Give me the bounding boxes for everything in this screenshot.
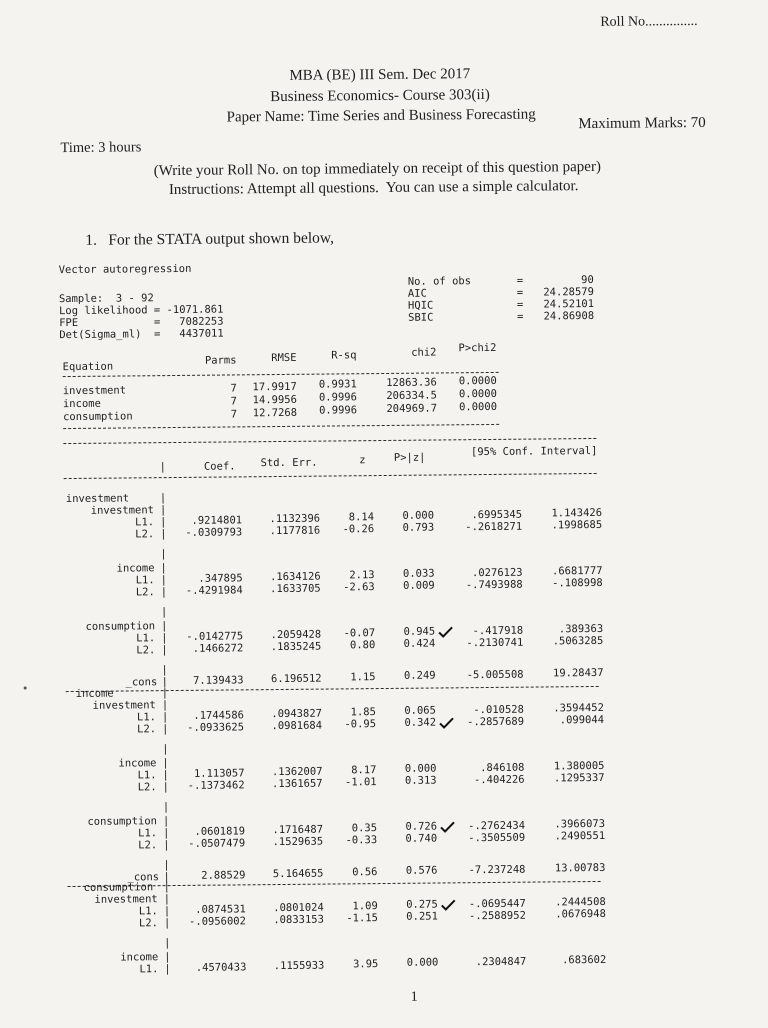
coef-cell: -.3505509 [468,831,526,844]
coef-cell: 8.17 [351,764,377,777]
stat-label: AIC [407,287,427,300]
roll-no: Roll No............... [600,13,698,30]
column-header: R-sq [331,349,357,362]
equation-stat: 0.9996 [319,404,358,418]
coef-cell: -.0507479 [188,837,246,850]
regressor-name: consumption [85,620,156,633]
coef-cell: -.0309793 [185,526,243,540]
stat-value: 24.52101 [543,297,595,311]
coef-cell: .3966073 [554,817,606,830]
column-separator: | [163,905,171,918]
coef-cell: 0.251 [406,910,438,924]
equation-stat: 0.9931 [318,378,357,392]
cons-cell: _cons [127,871,160,884]
column-separator: | [159,461,166,474]
coef-cell: .3594452 [553,701,604,714]
coef-cell: L1. [135,516,155,529]
coef-cell: .0943827 [271,707,322,721]
coef-cell: .1177816 [269,524,321,538]
question-text: For the STATA output shown below, [108,229,335,249]
column-separator: | [161,620,168,633]
column-separator: | [162,723,169,736]
column-header: P>chi2 [458,341,497,355]
column-separator: | [161,644,168,657]
cons-cell: 1.15 [350,671,376,684]
coef-cell: 0.000 [404,762,437,776]
coef-cell: 0.275 [406,898,438,912]
column-separator: | [160,528,167,541]
checkmark-icon [439,717,454,729]
column-separator: | [164,963,171,976]
column-separator: | [164,937,171,950]
coef-cell: .1716487 [272,823,324,837]
coef-cell: 0.000 [402,509,435,523]
column-header: P>|z| [393,451,426,464]
coef-cell: -1.01 [344,776,377,789]
coef-cell: .0981684 [271,719,323,733]
coef-cell: -.4291984 [185,584,243,597]
coef-cell: L2. [138,917,158,930]
coef-cell: -.7493988 [465,578,523,591]
coef-cell: -.108998 [552,576,603,589]
column-separator: | [163,871,170,884]
question-number: 1. [85,231,98,249]
coef-cell: -0.95 [344,718,377,731]
coef-cell: -.2130741 [466,636,524,649]
coef-cell: 1.113057 [193,767,245,780]
column-separator: | [161,664,168,677]
equation-block-title: income [75,687,114,700]
coef-cell: 1.380005 [553,759,605,772]
coef-cell: -0.26 [342,523,375,536]
coef-cell: L2. [135,586,155,599]
regressor-name: income [116,562,155,575]
coef-cell: .9214801 [191,514,243,527]
column-separator: | [160,574,168,587]
regressor-name: income [120,951,159,964]
divider [63,438,596,444]
equation-stat: 206334.5 [386,389,437,403]
column-separator: | [162,769,169,782]
column-separator: | [163,839,170,852]
column-header: RMSE [271,351,297,365]
equation-name: investment [62,384,127,398]
coef-cell: L1. [135,574,155,587]
column-separator: | [162,757,169,770]
equation-stat: 17.9917 [252,380,297,393]
equation-stat: 7 [230,408,238,421]
coef-cell: .0833153 [273,913,324,927]
coef-cell: .4570433 [195,961,247,974]
column-separator: | [159,492,167,505]
column-separator: | [162,815,170,828]
coef-cell: L2. [136,644,156,657]
coef-cell: .1155933 [273,959,325,973]
coef-cell: .1835245 [270,640,322,654]
coef-cell: .0601819 [194,825,246,838]
column-separator: | [163,917,171,930]
column-separator: | [162,743,169,756]
coef-cell: .846108 [480,761,525,774]
equation-stat: 12.7268 [252,406,298,419]
instruction-line-2: Instructions: Attempt all questions. You can use a simple calculator. [168,178,579,199]
column-header: Coef. [203,460,236,473]
cons-cell: 13.00783 [554,861,606,874]
equation-stat: 0.0000 [458,387,497,401]
coef-cell: .1362007 [271,765,323,779]
coef-cell: .2059428 [270,628,322,642]
coef-cell: -.1373462 [187,779,245,792]
column-separator: | [164,951,171,964]
coef-cell: 0.342 [404,716,437,730]
coef-cell: -.2588952 [468,909,526,922]
coef-cell: .5063285 [552,634,604,647]
loglik-line: Log likelihood = -1071.861 [58,303,224,318]
regressor-name: investment [94,893,158,906]
equation-stat: 0.9996 [318,391,357,405]
coef-cell: .1361657 [271,777,323,791]
coef-cell: -.417918 [472,624,524,637]
coef-cell: 0.793 [402,521,435,535]
coef-cell: -.0933625 [187,721,245,734]
coef-cell: .2304847 [475,955,527,968]
coef-cell: .1295337 [553,771,605,784]
coef-cell: L1. [137,769,157,782]
equation-name: income [62,397,101,411]
coef-cell: -.0695447 [468,897,526,910]
coef-cell: 1.143426 [551,506,603,519]
cons-cell: 0.576 [405,864,438,878]
stat-label: HQIC [407,299,434,312]
cons-cell: -7.237248 [468,863,526,876]
coef-cell: -.404226 [473,773,525,786]
coef-cell: 8.14 [348,511,375,524]
column-separator: | [162,801,170,814]
column-separator: | [161,711,169,724]
coef-cell: 1.09 [352,900,378,913]
coef-cell: -0.33 [345,834,378,847]
stat-label: No. of obs [407,275,472,288]
course-title: Business Economics- Course 303(ii) [270,86,490,106]
coef-cell: L2. [138,839,158,852]
stat-equals: = [516,274,524,287]
cons-cell: 19.28437 [552,666,604,679]
coef-cell: L1. [136,711,157,724]
column-separator: | [163,827,170,840]
det-sigma-line: Det(Sigma_ml) = 4437011 [59,327,224,342]
coef-cell: .1634126 [269,570,321,584]
coef-cell: -1.15 [346,912,378,925]
equation-stat: 14.9956 [252,393,297,406]
page-number: 1 [410,989,418,1005]
coef-cell: .2444508 [555,895,606,908]
equation-stat: 7 [230,395,237,408]
equation-block-title: consumption [83,881,154,894]
column-separator: | [161,699,169,712]
column-header: chi2 [411,346,437,359]
coef-cell: .1744586 [193,709,245,722]
column-separator: | [161,676,169,689]
equation-stat: 0.0000 [459,400,498,414]
cons-cell: 0.249 [403,669,436,683]
column-header: z [359,454,366,467]
coef-cell: .0874531 [195,903,246,916]
stat-equals: = [516,286,524,299]
regressor-name: consumption [87,815,158,828]
column-header: Parms [204,354,237,367]
divider [64,473,597,479]
column-header: [95% Conf. Interval] [470,444,598,459]
coef-cell: 0.35 [351,822,378,835]
column-separator: | [163,893,171,906]
coef-cell: L1. [138,827,158,840]
stat-equals: = [517,310,524,323]
coef-cell: L2. [135,528,155,541]
coef-cell: -.2618271 [465,520,523,533]
coef-cell: 0.000 [406,956,439,970]
paper-name: Paper Name: Time Series and Business Forecasting [226,106,536,126]
coef-cell: 0.424 [403,637,436,651]
regressor-name: income [118,757,157,770]
column-separator: | [163,881,170,894]
coef-cell: .1633705 [270,582,321,596]
coef-cell: 0.009 [403,579,435,593]
coef-cell: -2.63 [343,581,375,594]
regressor-name: investment [92,699,156,712]
coef-cell: .0676948 [555,907,606,920]
time-allowed: Time: 3 hours [60,139,142,157]
exam-title: MBA (BE) III Sem. Dec 2017 [289,66,471,84]
coef-cell: .1529635 [272,835,324,849]
equation-block-title: investment [65,492,130,506]
coef-cell: .1132396 [269,512,321,526]
coef-cell: -.2762434 [468,819,526,832]
coef-cell: 0.945 [403,625,436,639]
coef-cell: .347895 [198,572,243,585]
coef-cell: 0.740 [405,832,438,846]
equation-stat: 204969.7 [386,402,438,416]
coef-cell: L2. [137,781,157,794]
column-separator: | [159,504,167,517]
regressor-name: investment [90,504,155,517]
equation-name: consumption [63,410,133,424]
stat-value: 90 [581,273,594,287]
column-separator: | [161,687,169,700]
coef-cell: .1998685 [551,518,603,531]
coef-cell: 2.13 [349,569,375,582]
var-title: Vector autoregression [58,262,192,277]
coef-cell: 0.033 [402,567,435,581]
coef-cell: 0.726 [405,820,438,834]
column-separator: | [160,606,168,619]
cons-cell: -5.005508 [466,668,524,681]
column-separator: | [160,516,167,529]
coef-cell: L1. [139,963,159,976]
coef-cell: L1. [138,905,158,918]
coef-cell: 0.065 [404,704,436,718]
coef-cell: .099044 [559,713,605,726]
column-separator: | [160,562,167,575]
cons-cell: 0.56 [352,866,378,879]
coef-cell: 1.85 [350,706,376,719]
equation-stat: 0.0000 [458,374,497,388]
cons-cell: 2.88529 [201,869,246,882]
stat-equals: = [516,298,524,311]
maximum-marks: Maximum Marks: 70 [578,114,706,133]
column-separator: | [162,781,170,794]
sample-line: Sample: 3 - 92 [58,292,154,306]
coef-cell: .389363 [558,622,604,635]
stray-mark [24,686,27,689]
coef-cell: L2. [137,723,157,736]
coef-cell: .683602 [561,953,607,966]
coef-cell: .2490551 [554,829,606,842]
stat-label: SBIC [408,311,434,324]
coef-cell: .0801024 [273,901,324,915]
coef-cell: -.010528 [473,703,524,716]
column-separator: | [161,632,168,645]
instruction-line-1: (Write your Roll No. on top immediately on receipt of this question paper) [153,158,601,180]
coef-cell: .6995345 [471,508,523,521]
stat-value: 24.28579 [543,285,594,299]
cons-cell: _cons [125,676,158,689]
stat-value: 24.86908 [543,309,595,323]
column-header: Std. Err. [260,456,318,470]
column-separator: | [163,859,170,872]
divider [63,424,499,429]
coef-cell: 0.313 [404,774,437,788]
coef-cell: -.0956002 [188,915,246,928]
coef-cell: .0276123 [471,566,523,579]
fpe-line: FPE = 7082253 [59,315,224,330]
coef-cell: -.0142775 [186,630,244,643]
coef-cell: .6681777 [551,564,603,577]
coef-cell: 3.95 [352,958,379,971]
column-header: Equation [62,360,114,374]
cons-cell: 7.139433 [192,674,244,687]
equation-stat: 12863.36 [386,376,437,390]
coef-cell: -0.07 [343,627,376,640]
column-separator: | [160,586,168,599]
cons-cell: 5.164655 [272,867,324,881]
column-separator: | [160,548,167,561]
coef-cell: 0.80 [349,639,376,652]
coef-cell: .1466272 [192,642,244,655]
equation-stat: 7 [230,382,237,395]
coef-cell: -.2857689 [467,715,525,728]
coef-cell: L1. [136,632,156,645]
cons-cell: 6.196512 [270,672,322,686]
